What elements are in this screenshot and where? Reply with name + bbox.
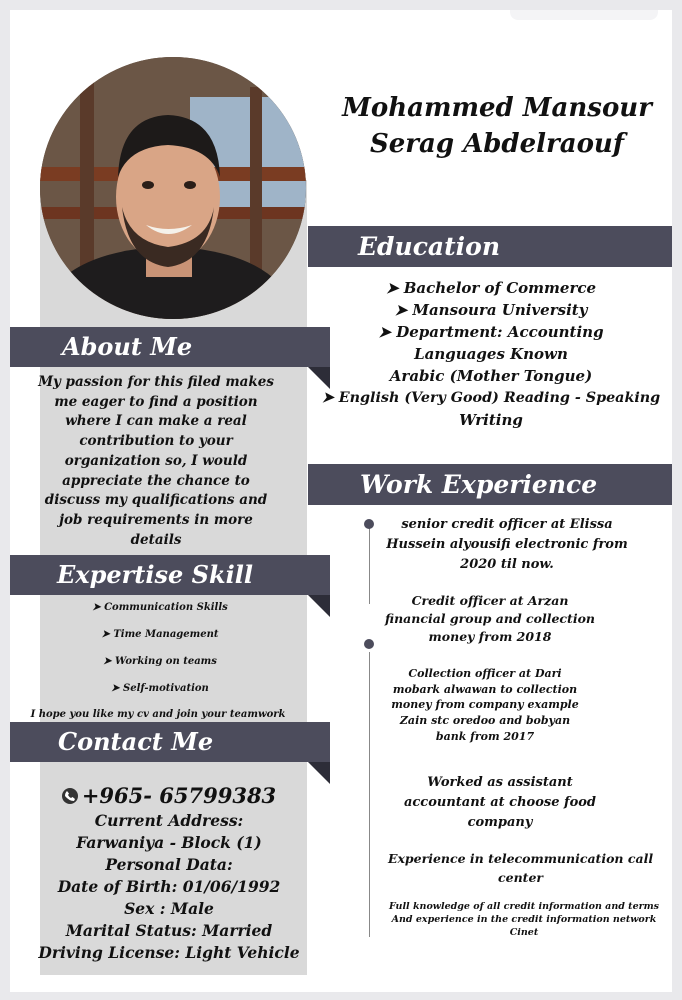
phone-icon [62,788,78,804]
skill-item: ➤ Working on teams [103,656,217,667]
education-line: ➤ English (Very Good) Reading - Speaking [321,390,661,406]
work-title: Work Experience [360,470,598,499]
work-entry: Experience in telecommunication call center [387,851,654,885]
about-text: My passion for this filed makes me eager to find a position where I can make a real contribution to your organization so, I would appreciate the chance to discuss my qualifications and job requirements in more details [38,374,274,548]
timeline-dot [364,639,374,649]
expertise-header [10,555,330,595]
phone-number[interactable]: +965- 65799383 [81,783,277,808]
about-header-flap [308,367,330,389]
education-line: Arabic (Mother Tongue) [389,367,593,385]
about-title: About Me [62,332,193,361]
skill-item: ➤ Time Management [101,629,219,640]
work-entry: Worked as assistant accountant at choose food company [403,775,597,830]
phone-row [38,782,300,810]
education-line: Writing [459,411,523,429]
contact-line: Farwaniya - Block (1) [76,833,262,852]
education-header [308,226,672,267]
expertise-list [20,594,300,702]
education-line: ➤ Department: Accounting [378,323,604,341]
skill-item: ➤ Communication Skills [92,602,228,613]
work-entry: Collection officer at Dari mobark alwawan to collection money from company example Zain stc oredoo and bobyan bank from 2017 [391,667,579,743]
timeline-line-upper [369,522,370,604]
contact-line: Date of Birth: 01/06/1992 [57,877,281,896]
work-header [308,464,672,505]
about-header [10,327,330,367]
profile-photo [40,57,306,319]
contact-line: Marital Status: Married [65,921,273,940]
timeline-line-lower [369,652,370,937]
candidate-name [322,90,672,162]
contact-title: Contact Me [58,727,214,756]
education-line: Languages Known [414,345,568,363]
work-entry: Full knowledge of all credit information and terms And experience in the credit information network Cinet [388,901,660,938]
contact-details [38,782,300,964]
timeline-dot [364,519,374,529]
work-entry: senior credit officer at Elissa Hussein alyousifi electronic from 2020 til now. [386,517,628,572]
contact-header-flap [308,762,330,784]
closing-note: I hope you like my cv and join your teamwork [30,709,286,720]
education-title: Education [358,232,501,261]
expertise-title: Expertise Skill [57,560,253,589]
contact-header [10,722,330,762]
education-line: ➤ Bachelor of Commerce [385,279,597,297]
window-tab-edge [510,10,658,20]
name-line-1: Mohammed Mansour [342,93,652,123]
contact-line: Driving License: Light Vehicle [38,943,300,962]
expertise-header-flap [308,595,330,617]
contact-line: Personal Data: [105,855,233,874]
education-line: ➤ Mansoura University [394,301,588,319]
name-line-2: Serag Abdelraouf [369,129,625,159]
contact-line: Current Address: [94,811,244,830]
contact-line: Sex : Male [124,899,214,918]
education-details [305,277,677,431]
work-entry: Credit officer at Arzan financial group and collection money from 2018 [384,593,595,644]
skill-item: ➤ Self-motivation [111,683,209,694]
